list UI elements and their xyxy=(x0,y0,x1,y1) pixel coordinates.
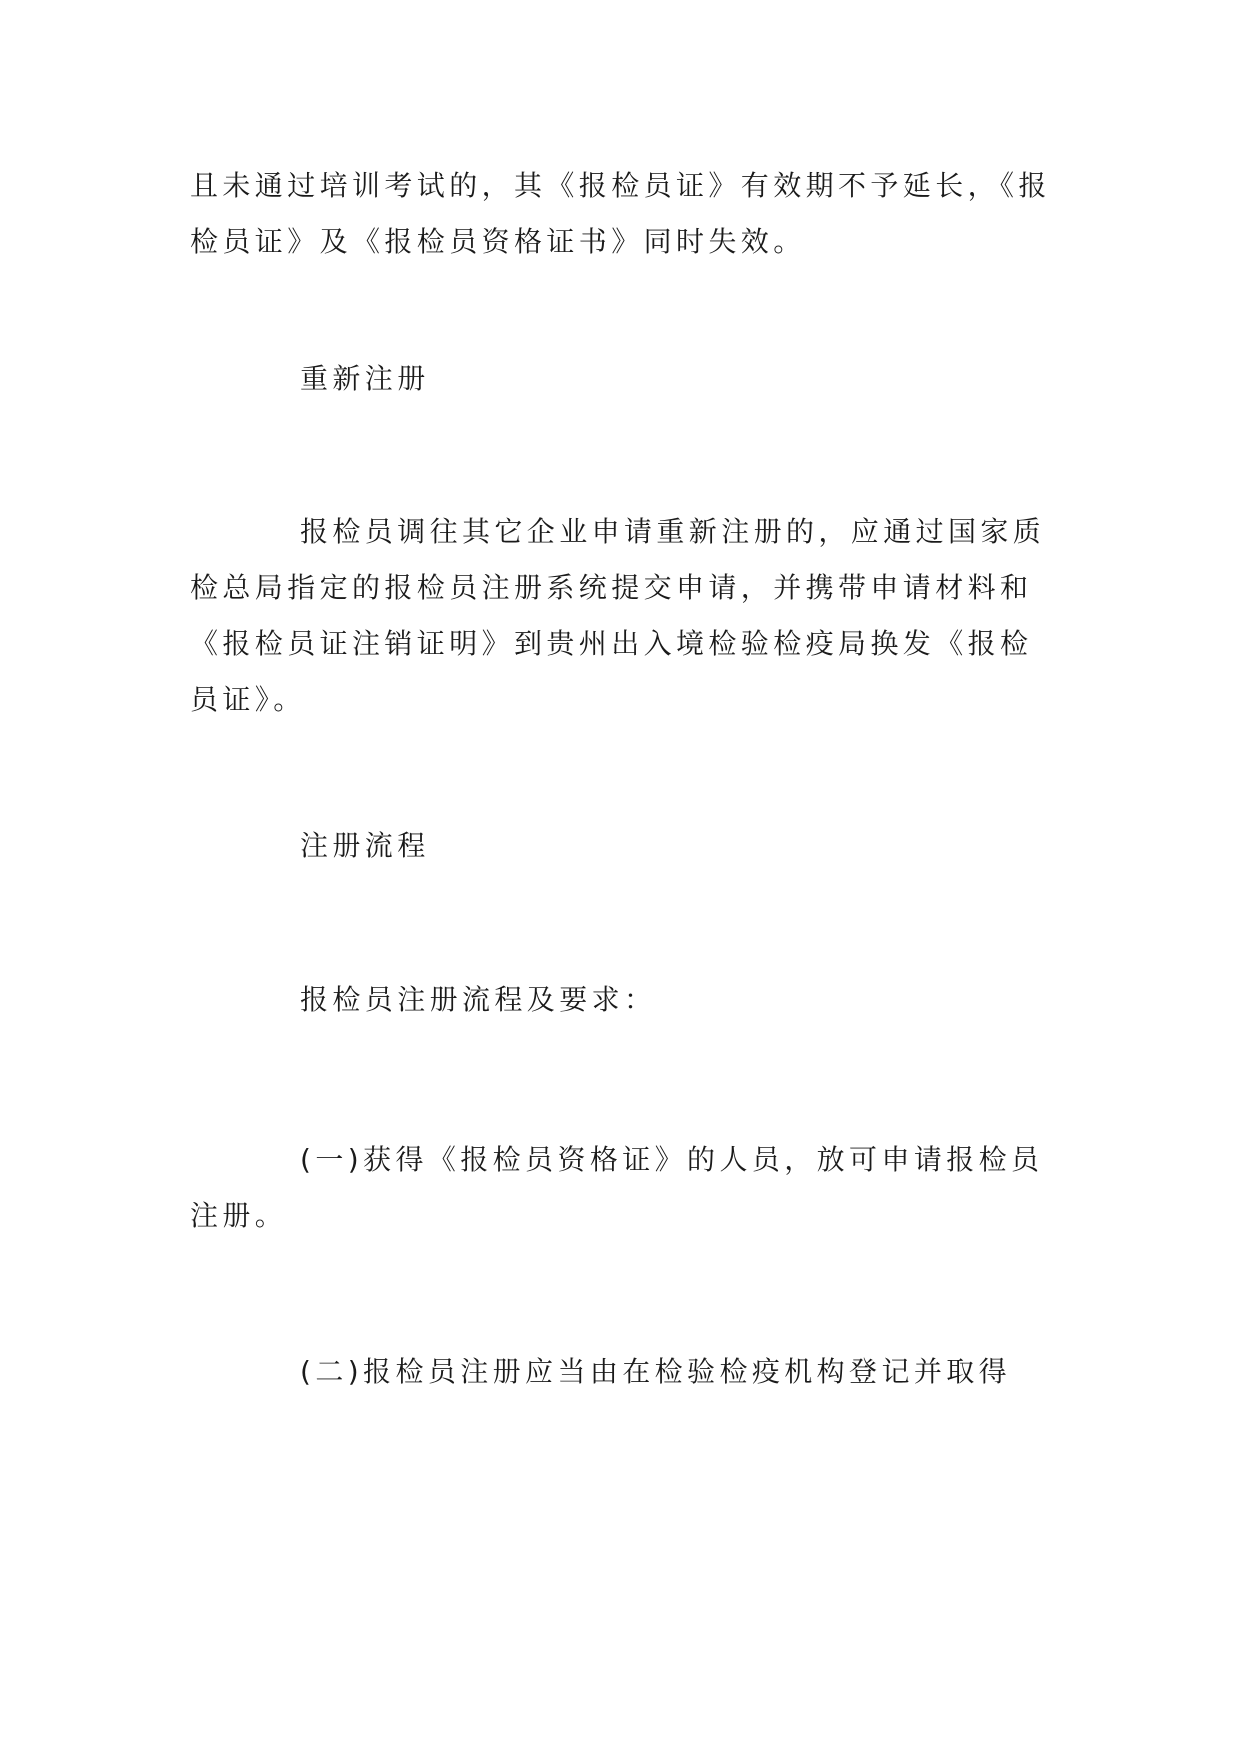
paragraph-line: 报检员调往其它企业申请重新注册的，应通过国家质 xyxy=(300,515,1046,548)
paragraph-line: 员证》。 xyxy=(190,683,306,716)
paragraph-line: 检总局指定的报检员注册系统提交申请，并携带申请材料和 xyxy=(190,571,1033,604)
paragraph-line: 注册。 xyxy=(190,1199,288,1232)
paragraph-line: 且未通过培训考试的，其《报检员证》有效期不予延长，《报 xyxy=(190,169,1051,202)
paragraph-line: (二)报检员注册应当由在检验检疫机构登记并取得 xyxy=(300,1355,1012,1388)
section-heading: 重新注册 xyxy=(300,362,430,395)
paragraph-line: 报检员注册流程及要求： xyxy=(300,983,657,1016)
paragraph-line: 检员证》及《报检员资格证书》同时失效。 xyxy=(190,225,806,258)
paragraph-line: 《报检员证注销证明》到贵州出入境检验检疫局换发《报检 xyxy=(190,627,1033,660)
paragraph-line: (一)获得《报检员资格证》的人员，放可申请报检员 xyxy=(300,1143,1044,1176)
section-heading: 注册流程 xyxy=(300,829,430,862)
